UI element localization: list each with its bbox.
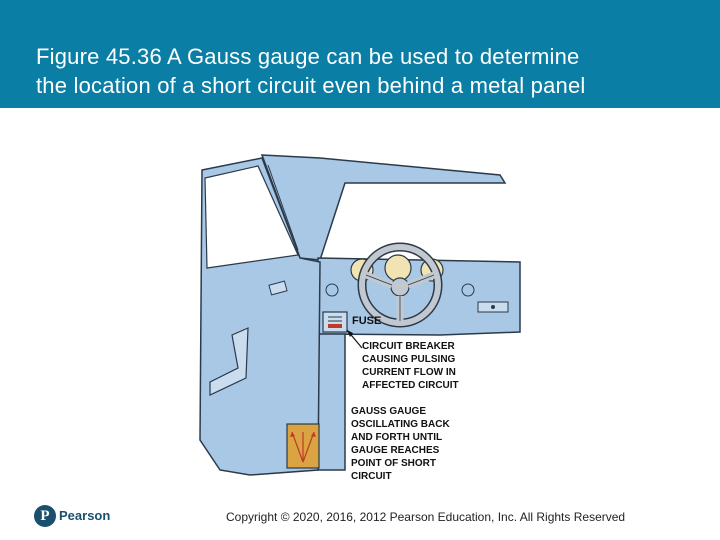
- callout-line: CAUSING PULSING: [362, 354, 456, 365]
- pearson-logo-text: Pearson: [59, 508, 111, 523]
- dashboard: [318, 258, 520, 335]
- fuse-box: [323, 312, 347, 332]
- callout-line: GAUGE REACHES: [351, 445, 440, 456]
- callout-line: CIRCUIT BREAKER: [362, 341, 455, 352]
- callout-line: POINT OF SHORT: [351, 458, 436, 469]
- callout-line: AND FORTH UNTIL: [351, 432, 443, 443]
- copyright-notice: Copyright © 2020, 2016, 2012 Pearson Education, Inc. All Rights Reserved: [226, 510, 626, 524]
- callout-line: GAUSS GAUGE: [351, 406, 427, 417]
- gauss-gauge-callout: [351, 405, 450, 483]
- circuit-breaker-callout: [362, 340, 459, 392]
- callout-line: OSCILLATING BACK: [351, 419, 450, 430]
- title-line-1: Figure 45.36 A Gauss gauge can be used to determine: [36, 44, 580, 69]
- pearson-logo-icon: P: [34, 505, 56, 527]
- callout-line: CURRENT FLOW IN: [362, 367, 456, 378]
- fuse-label: FUSE: [352, 315, 382, 327]
- slide-title: [36, 42, 696, 100]
- title-line-2: the location of a short circuit even behind a metal panel: [36, 73, 586, 98]
- callout-line: CIRCUIT: [351, 471, 392, 482]
- windshield-frame: [262, 155, 505, 260]
- pearson-logo: [34, 505, 114, 529]
- lower-panel: [318, 334, 345, 470]
- dash-gauge-2: [385, 255, 411, 281]
- callout-line: AFFECTED CIRCUIT: [362, 380, 459, 391]
